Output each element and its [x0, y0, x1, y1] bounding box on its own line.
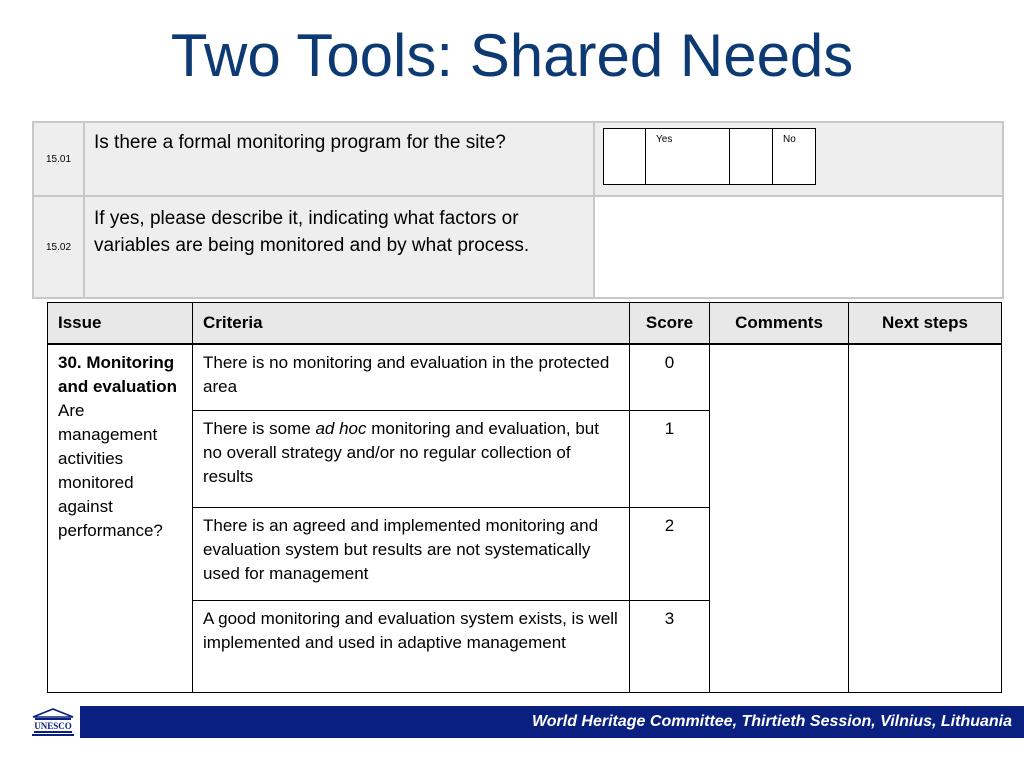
yes-label: Yes	[645, 128, 730, 185]
slide-title: Two Tools: Shared Needs	[170, 22, 854, 89]
issue-title: 30. Monitoring and evaluation	[58, 353, 178, 396]
header-next-steps: Next steps	[849, 303, 1002, 345]
criteria-text: monitoring and evaluation, but no overall strategy and/or no regular collection of results	[203, 418, 599, 486]
criteria-cell	[193, 410, 630, 507]
footer-text: World Heritage Committee, Thirtieth Session, Vilnius, Lithuania	[531, 713, 1012, 730]
question-row	[33, 196, 1003, 298]
criteria-italic-text: ad hoc	[315, 418, 367, 438]
next-steps-cell[interactable]	[849, 344, 1002, 692]
yes-checkbox[interactable]	[603, 128, 646, 185]
score-cell: 0	[630, 344, 710, 410]
header-issue: Issue	[48, 303, 193, 345]
issue-cell	[48, 344, 193, 692]
footer-bar	[0, 706, 1024, 738]
yes-no-options	[595, 123, 1002, 185]
criteria-cell: There is an agreed and implemented monitoring and evaluation system but results are not systematically used for management	[193, 507, 630, 600]
criteria-cell: A good monitoring and evaluation system exists, is well implemented and used in adaptive management	[193, 600, 630, 692]
question-number: 15.01	[33, 122, 84, 196]
question-text: If yes, please describe it, indicating what factors or variables are being monitored and by what process.	[84, 196, 594, 298]
questionnaire-table	[32, 121, 1004, 299]
logo-text: UNESCO	[34, 721, 72, 731]
answer-cell	[594, 122, 1003, 196]
question-row	[33, 122, 1003, 196]
score-cell: 1	[630, 410, 710, 507]
unesco-temple-icon	[30, 707, 76, 737]
criteria-table	[47, 302, 1002, 693]
answer-text-field[interactable]	[594, 196, 1003, 298]
question-number: 15.02	[33, 196, 84, 298]
no-label: No	[772, 128, 816, 185]
issue-question: Are management activities monitored against performance?	[58, 401, 163, 540]
no-checkbox[interactable]	[729, 128, 773, 185]
header-comments: Comments	[710, 303, 849, 345]
score-cell: 3	[630, 600, 710, 692]
score-cell: 2	[630, 507, 710, 600]
header-row	[48, 303, 1002, 345]
header-score: Score	[630, 303, 710, 345]
header-criteria: Criteria	[193, 303, 630, 345]
criteria-cell: There is no monitoring and evaluation in the protected area	[193, 344, 630, 410]
unesco-logo	[0, 706, 80, 738]
question-text: Is there a formal monitoring program for the site?	[84, 122, 594, 196]
comments-cell[interactable]	[710, 344, 849, 692]
criteria-text: There is some	[203, 418, 316, 438]
table-row	[48, 344, 1002, 410]
